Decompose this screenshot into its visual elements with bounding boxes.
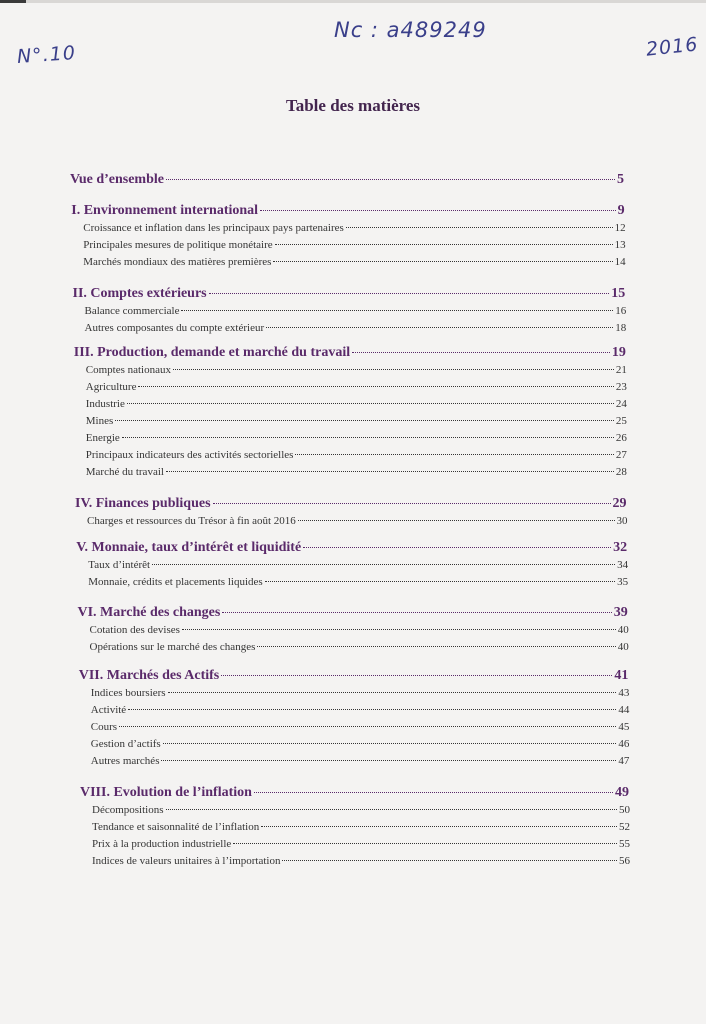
toc-subsection-4-5-label: Energie [85, 432, 120, 444]
toc-section-5-page-number: 29 [612, 496, 627, 511]
toc-subsection-3-1-page-number: 16 [615, 305, 627, 317]
toc-subsection-8-1-page-number: 43 [618, 687, 630, 699]
toc-subsection-4-6-page-number: 27 [615, 449, 627, 461]
toc-subsection-9-4-leader [282, 859, 617, 861]
toc-subsection-6-2-label: Monnaie, crédits et placements liquides [88, 576, 263, 588]
toc-section-7[interactable] [78, 605, 628, 621]
toc-subsection-6-2[interactable] [88, 576, 628, 588]
toc-subsection-4-6-label: Principaux indicateurs des activités sectorielles [85, 449, 294, 461]
toc-subsection-3-1-label: Balance commerciale [84, 305, 180, 317]
toc-subsection-9-3-leader [233, 842, 617, 844]
toc-section-6-label: V. Monnaie, taux d’intérêt et liquidité [76, 540, 302, 555]
toc-subsection-7-2-label: Opérations sur le marché des changes [89, 641, 256, 653]
toc-section-3-page-number: 15 [611, 286, 626, 301]
toc-subsection-9-2-label: Tendance et saisonnalité de l’inflation [92, 821, 260, 833]
toc-subsection-4-1-label: Comptes nationaux [85, 364, 171, 376]
toc-subsection-4-6-leader [295, 453, 613, 455]
toc-subsection-8-5-page-number: 47 [618, 755, 630, 767]
toc-subsection-2-3[interactable] [83, 256, 625, 268]
toc-subsection-4-4-page-number: 25 [615, 415, 627, 427]
toc-section-4-leader [352, 351, 610, 353]
toc-subsection-5-1-label: Charges et ressources du Trésor à fin août 2016 [87, 515, 296, 527]
toc-section-1-leader [166, 178, 615, 180]
toc-subsection-8-4[interactable] [91, 738, 630, 750]
toc-subsection-4-5-leader [122, 436, 614, 438]
toc-subsection-7-1-label: Cotation des devises [89, 624, 180, 636]
toc-subsection-8-5-leader [161, 759, 616, 761]
toc-subsection-4-5-page-number: 26 [615, 432, 627, 444]
toc-subsection-8-5-label: Autres marchés [90, 755, 160, 767]
toc-subsection-4-3-page-number: 24 [615, 398, 627, 410]
toc-subsection-6-2-page-number: 35 [617, 576, 629, 588]
toc-subsection-5-1-page-number: 30 [616, 515, 628, 527]
toc-subsection-4-2[interactable] [86, 381, 627, 393]
toc-section-9-label: VIII. Evolution de l’inflation [80, 785, 252, 800]
toc-section-9[interactable] [80, 785, 629, 801]
toc-subsection-7-1-page-number: 40 [617, 624, 629, 636]
toc-subsection-4-5[interactable] [86, 432, 627, 444]
toc-subsection-7-2-leader [257, 645, 615, 647]
toc-subsection-3-2-page-number: 18 [615, 322, 627, 334]
toc-subsection-8-2-label: Activité [90, 704, 127, 716]
toc-subsection-2-1-leader [346, 226, 613, 228]
toc-subsection-8-3[interactable] [91, 721, 630, 733]
toc-subsection-2-2-leader [275, 243, 613, 245]
toc-subsection-4-7-page-number: 28 [615, 466, 627, 478]
handwritten-year: 2016 [644, 33, 700, 61]
toc-subsection-8-2[interactable] [91, 704, 630, 716]
toc-section-7-page-number: 39 [613, 605, 628, 620]
toc-subsection-7-1[interactable] [90, 624, 629, 636]
toc-section-3-label: II. Comptes extérieurs [72, 286, 207, 301]
toc-subsection-3-2-label: Autres composantes du compte extérieur [84, 322, 265, 334]
toc-subsection-2-3-label: Marchés mondiaux des matières premières [83, 256, 272, 268]
toc-subsection-9-1-leader [166, 808, 618, 810]
toc-section-8-page-number: 41 [614, 668, 629, 683]
toc-section-8-leader [221, 674, 612, 676]
toc-subsection-6-1-leader [152, 563, 615, 565]
toc-subsection-2-3-leader [273, 260, 612, 262]
toc-subsection-2-2-page-number: 13 [614, 239, 626, 251]
toc-subsection-8-5[interactable] [91, 755, 630, 767]
toc-subsection-8-1-leader [168, 691, 617, 693]
toc-subsection-9-3-label: Prix à la production industrielle [92, 838, 232, 850]
page-title: Table des matières [285, 96, 421, 115]
toc-subsection-4-1[interactable] [86, 364, 627, 376]
toc-subsection-5-1-leader [298, 519, 615, 521]
toc-subsection-4-3[interactable] [86, 398, 627, 410]
toc-subsection-8-4-page-number: 46 [618, 738, 630, 750]
toc-subsection-2-1-page-number: 12 [614, 222, 626, 234]
toc-section-8-label: VII. Marchés des Actifs [78, 668, 220, 683]
toc-section-9-leader [254, 791, 613, 793]
toc-subsection-8-1[interactable] [91, 687, 630, 699]
handwritten-catalog-number: Nc : a489249 [334, 18, 487, 42]
toc-subsection-8-4-label: Gestion d’actifs [90, 738, 161, 750]
toc-subsection-2-3-page-number: 14 [614, 256, 626, 268]
toc-subsection-4-1-page-number: 21 [615, 364, 627, 376]
toc-subsection-7-1-leader [182, 628, 616, 630]
toc-subsection-4-4-label: Mines [85, 415, 114, 427]
toc-subsection-2-2[interactable] [83, 239, 625, 251]
toc-subsection-4-3-label: Industrie [85, 398, 125, 410]
toc-section-2-page-number: 9 [617, 203, 625, 218]
toc-section-7-label: VI. Marché des changes [77, 605, 221, 620]
toc-section-1-label: Vue d’ensemble [70, 172, 164, 187]
toc-section-3-leader [209, 292, 610, 294]
toc-subsection-8-1-label: Indices boursiers [90, 687, 166, 699]
toc-subsection-9-2[interactable] [92, 821, 630, 833]
toc-section-1-page-number: 5 [617, 172, 624, 187]
toc-subsection-4-7[interactable] [86, 466, 627, 478]
toc-subsection-8-3-leader [119, 725, 616, 727]
toc-subsection-6-2-leader [265, 580, 615, 582]
toc-section-3[interactable] [73, 286, 626, 302]
toc-subsection-4-6[interactable] [86, 449, 627, 461]
toc-subsection-4-7-label: Marché du travail [85, 466, 164, 478]
toc-section-5[interactable] [75, 496, 627, 512]
toc-subsection-4-7-leader [166, 470, 614, 472]
toc-section-6-leader [303, 546, 611, 548]
handwritten-number: N°.10 [16, 41, 77, 69]
toc-subsection-9-4[interactable] [92, 855, 630, 867]
toc-subsection-4-1-leader [173, 368, 614, 370]
toc-subsection-7-2[interactable] [90, 641, 629, 653]
toc-subsection-6-1-label: Taux d’intérêt [88, 559, 151, 571]
toc-section-9-page-number: 49 [615, 785, 629, 800]
toc-subsection-4-4-leader [115, 419, 614, 421]
toc-subsection-8-2-leader [128, 708, 616, 710]
toc-subsection-4-3-leader [127, 402, 614, 404]
toc-subsection-7-2-page-number: 40 [617, 641, 629, 653]
toc-section-7-leader [222, 611, 611, 613]
toc-subsection-4-4[interactable] [86, 415, 627, 427]
toc-subsection-9-3[interactable] [92, 838, 630, 850]
toc-section-1[interactable] [70, 172, 624, 188]
toc-section-2[interactable] [71, 203, 624, 219]
toc-section-4-page-number: 19 [611, 345, 626, 360]
toc-subsection-4-2-page-number: 23 [615, 381, 627, 393]
toc-subsection-9-4-label: Indices de valeurs unitaires à l’importation [92, 855, 281, 867]
toc-section-8[interactable] [79, 668, 629, 684]
toc-section-5-label: IV. Finances publiques [75, 496, 211, 511]
toc-subsection-3-1[interactable] [85, 305, 627, 317]
toc-subsection-4-2-leader [138, 385, 613, 387]
toc-subsection-9-1-label: Décompositions [92, 804, 164, 816]
toc-subsection-9-1[interactable] [92, 804, 630, 816]
toc-section-2-label: I. Environnement international [71, 203, 259, 218]
toc-subsection-4-2-label: Agriculture [85, 381, 137, 393]
toc-subsection-2-1[interactable] [83, 222, 625, 234]
toc-subsection-9-3-page-number: 55 [619, 838, 630, 850]
toc-section-5-leader [213, 502, 611, 504]
toc-subsection-9-1-page-number: 50 [619, 804, 630, 816]
toc-section-2-leader [260, 209, 616, 211]
toc-subsection-9-4-page-number: 56 [619, 855, 630, 867]
toc-subsection-8-3-page-number: 45 [618, 721, 630, 733]
toc-section-6-page-number: 32 [613, 540, 628, 555]
toc-section-4[interactable] [74, 345, 626, 361]
toc-subsection-6-1[interactable] [88, 559, 628, 571]
toc-subsection-8-4-leader [163, 742, 617, 744]
toc-section-4-label: III. Production, demande et marché du travail [73, 345, 351, 360]
toc-subsection-2-2-label: Principales mesures de politique monétaire [83, 239, 273, 251]
toc-subsection-3-2[interactable] [85, 322, 627, 334]
toc-subsection-2-1-label: Croissance et inflation dans les principaux pays partenaires [83, 222, 344, 234]
toc-subsection-8-2-page-number: 44 [618, 704, 630, 716]
toc-section-6[interactable] [76, 540, 627, 556]
toc-subsection-5-1[interactable] [87, 515, 628, 527]
toc-subsection-3-2-leader [266, 326, 613, 328]
toc-subsection-6-1-page-number: 34 [617, 559, 629, 571]
toc-subsection-8-3-label: Cours [90, 721, 118, 733]
toc-subsection-3-1-leader [181, 309, 613, 311]
toc-subsection-9-2-page-number: 52 [619, 821, 630, 833]
toc-subsection-9-2-leader [261, 825, 617, 827]
